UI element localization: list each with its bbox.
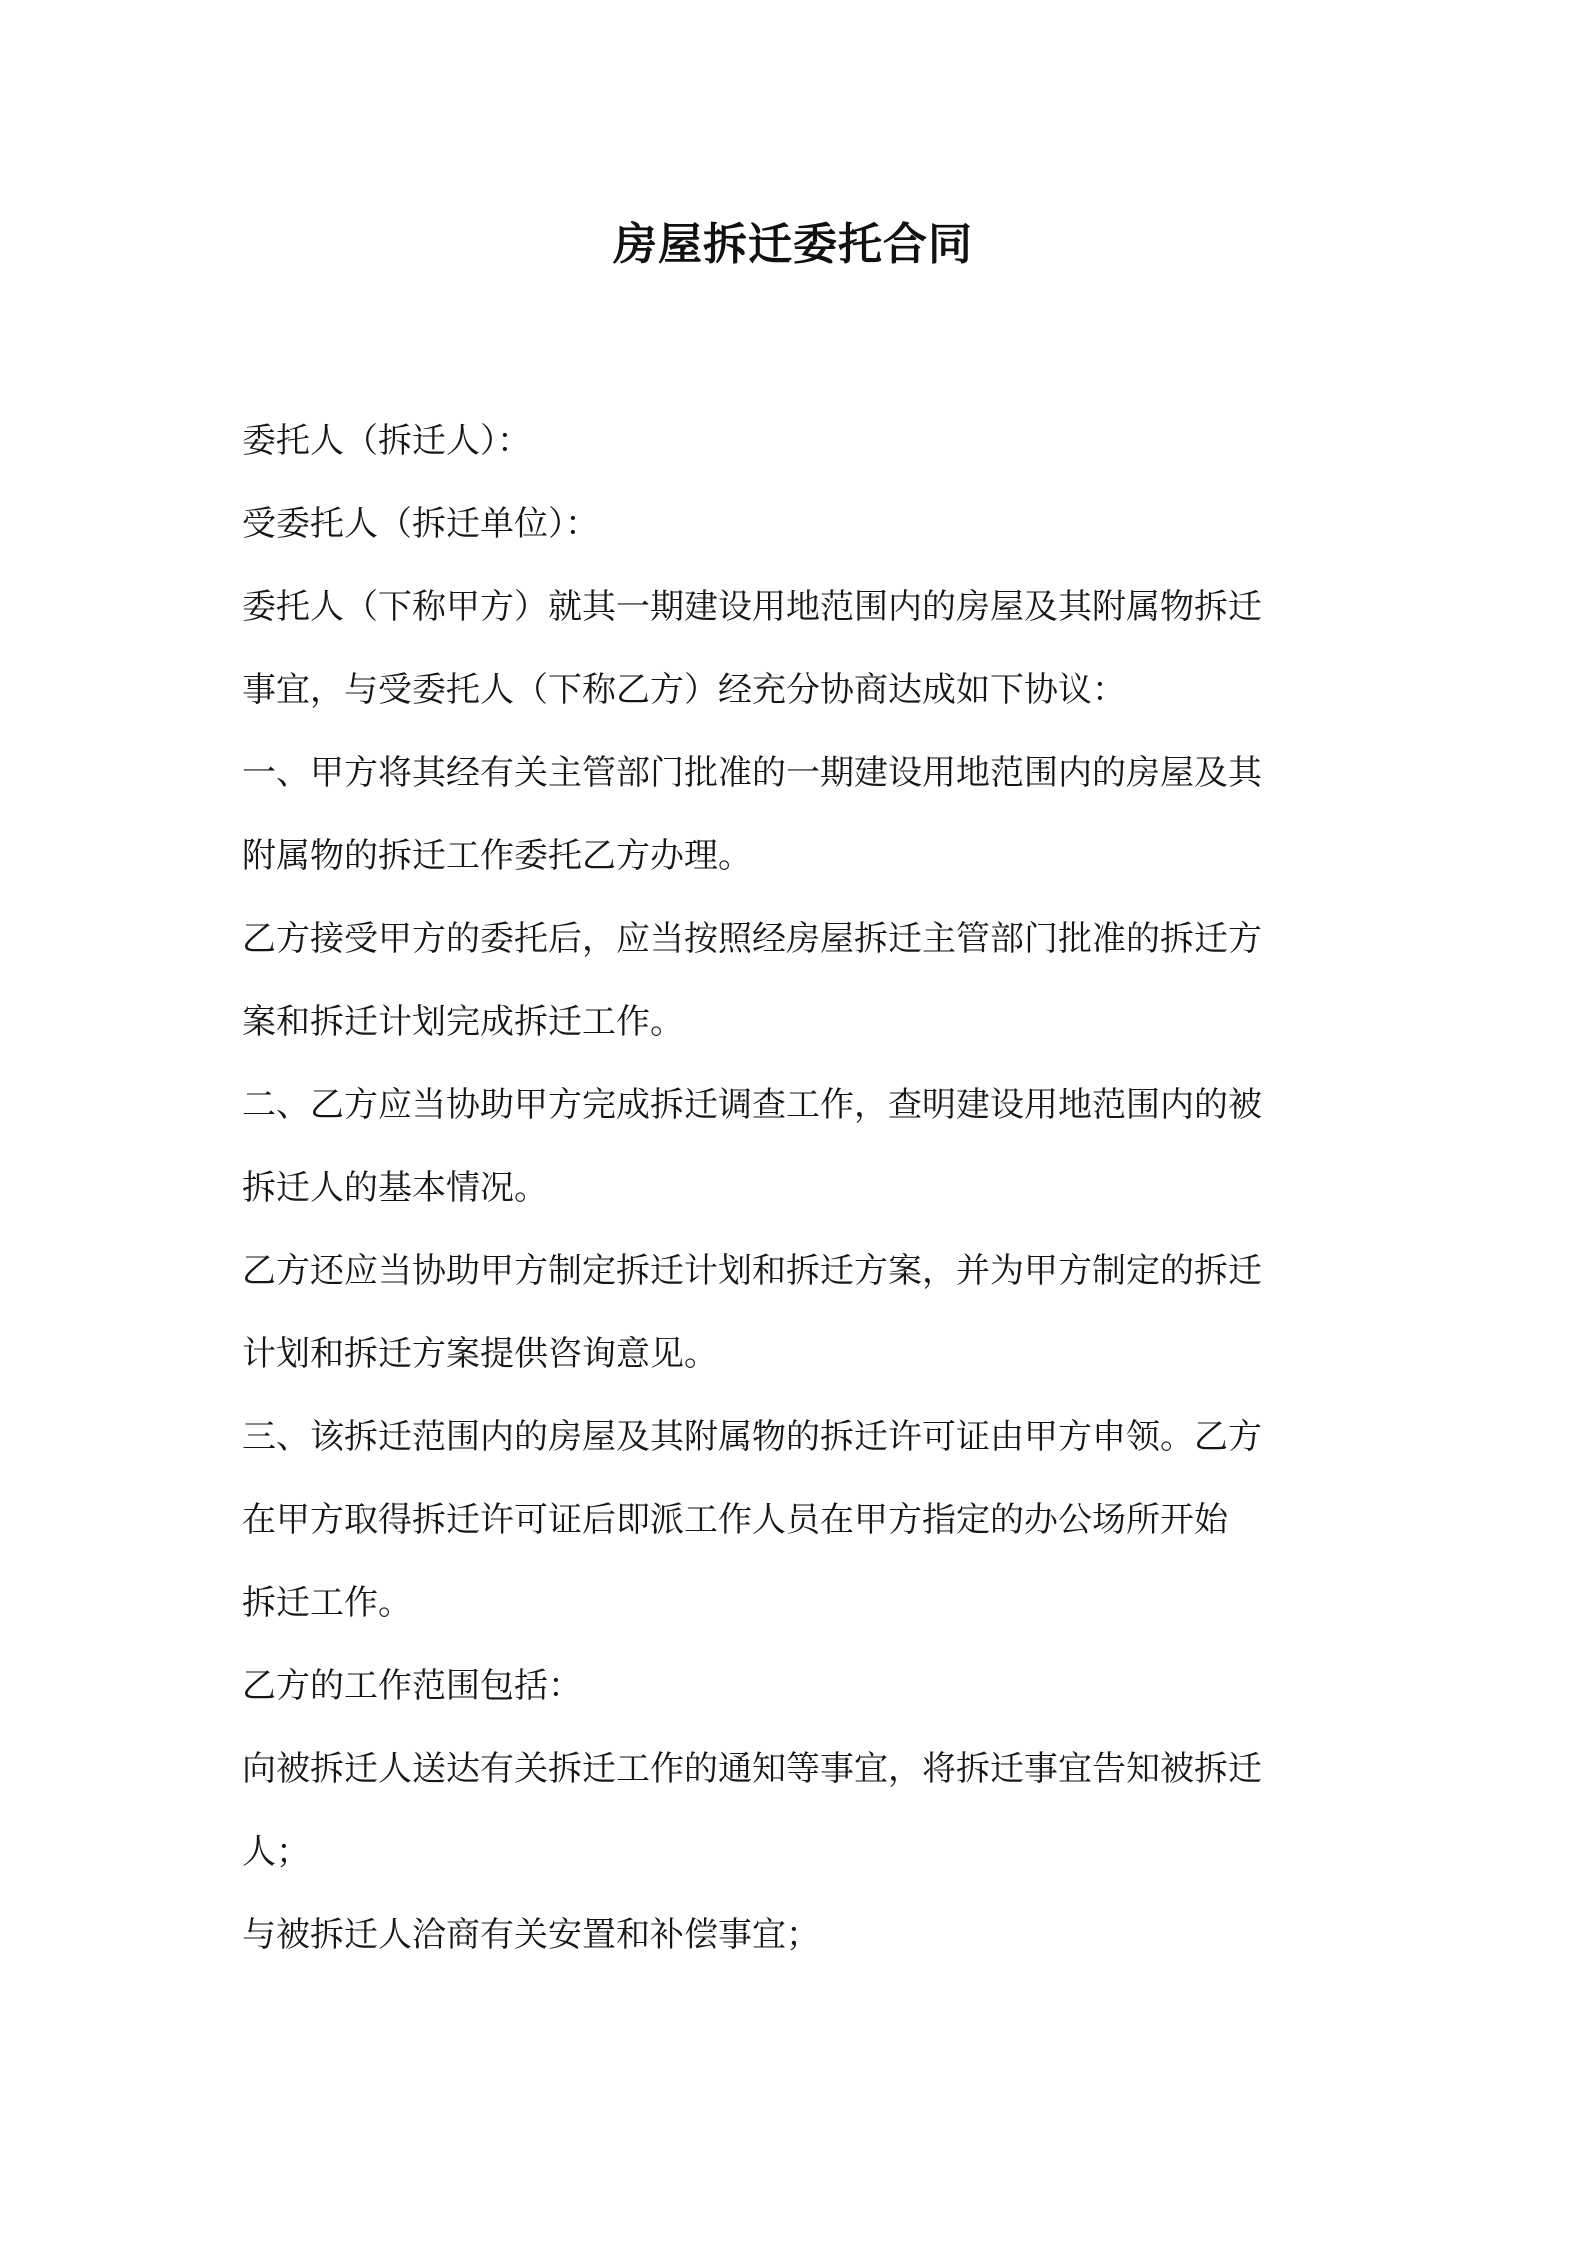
agent-field [242, 483, 1362, 566]
clause-3-line: 三、该拆迁范围内的房屋及其附属物的拆迁许可证由甲方申领。乙方 [242, 1417, 1262, 1457]
clause-1-line: 附属物的拆迁工作委托乙方办理。 [242, 836, 752, 876]
document-body [242, 400, 1362, 1977]
clause-2-line: 拆迁人的基本情况。 [242, 1168, 548, 1208]
clause-3-line: 在甲方取得拆迁许可证后即派工作人员在甲方指定的办公场所开始 [242, 1500, 1228, 1540]
paragraph-line: 事宜，与受委托人（下称乙方）经充分协商达成如下协议： [242, 670, 1126, 710]
clause-2-line: 二、乙方应当协助甲方完成拆迁调查工作，查明建设用地范围内的被 [242, 1085, 1262, 1125]
paragraph-line: 计划和拆迁方案提供咨询意见。 [242, 1334, 718, 1374]
scope-item: 向被拆迁人送达有关拆迁工作的通知等事宜，将拆迁事宜告知被拆迁 [242, 1749, 1262, 1789]
clause-3-line: 拆迁工作。 [242, 1583, 412, 1623]
scope-item: 与被拆迁人洽商有关安置和补偿事宜； [242, 1915, 820, 1955]
scope-item: 人； [242, 1832, 310, 1872]
clause-1-line: 一、甲方将其经有关主管部门批准的一期建设用地范围内的房屋及其 [242, 753, 1262, 793]
principal-field [242, 400, 1362, 483]
scope-heading: 乙方的工作范围包括： [242, 1666, 582, 1706]
document-title: 房屋拆迁委托合同 [613, 219, 973, 270]
paragraph-line: 案和拆迁计划完成拆迁工作。 [242, 1002, 684, 1042]
principal-label: 委托人（拆迁人）： [242, 421, 531, 461]
paragraph-line: 乙方接受甲方的委托后，应当按照经房屋拆迁主管部门批准的拆迁方 [242, 919, 1262, 959]
paragraph-line: 委托人（下称甲方）就其一期建设用地范围内的房屋及其附属物拆迁 [242, 587, 1262, 627]
paragraph-line: 乙方还应当协助甲方制定拆迁计划和拆迁方案，并为甲方制定的拆迁 [242, 1251, 1262, 1291]
agent-label: 受委托人（拆迁单位）： [242, 504, 599, 544]
